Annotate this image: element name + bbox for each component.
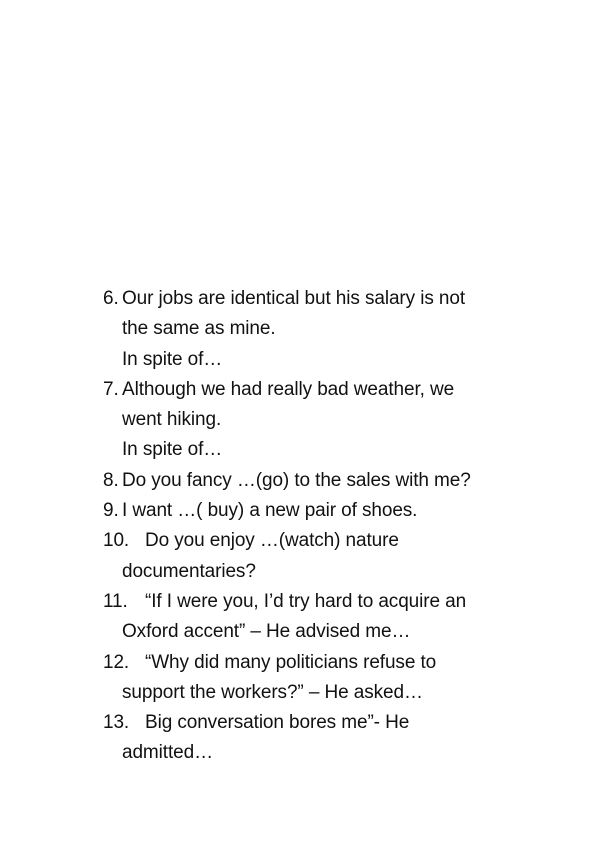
item-text: I want …( buy) a new pair of shoes.: [122, 500, 418, 522]
item-number: 12.: [103, 651, 130, 673]
item-text: Do you fancy …(go) to the sales with me?: [122, 469, 471, 491]
item-number: 8.: [103, 469, 119, 491]
item-text: Although we had really bad weather, we: [122, 378, 455, 400]
item-number: 7.: [103, 378, 119, 400]
item-text: support the workers?” – He asked…: [122, 681, 423, 703]
item-line: [103, 466, 573, 496]
item-number: 9.: [103, 500, 119, 522]
item-number: 10.: [103, 530, 130, 552]
item-text: the same as mine.: [122, 318, 276, 340]
list-item: [103, 648, 573, 709]
item-line: [103, 284, 573, 314]
item-text: Our jobs are identical but his salary is not: [122, 288, 466, 309]
item-text: admitted…: [122, 742, 213, 764]
item-text: “If I were you, I’d try hard to acquire an: [145, 590, 467, 612]
item-line: [103, 526, 573, 556]
item-text: went hiking.: [122, 409, 222, 431]
item-line: [103, 648, 573, 678]
item-text: Big conversation bores me”- He: [145, 712, 410, 734]
item-number: 13.: [103, 712, 130, 734]
item-line: [103, 587, 573, 617]
item-text: Oxford accent” – He advised me…: [122, 621, 411, 643]
item-number: 6.: [103, 288, 119, 309]
list-item: [103, 587, 573, 648]
item-number: 11.: [103, 590, 128, 612]
item-text: documentaries?: [122, 560, 256, 582]
item-line: [103, 708, 573, 738]
item-text: In spite of…: [122, 348, 223, 370]
list-item: [103, 284, 573, 375]
exercise-list: [103, 284, 573, 769]
list-item: [103, 708, 573, 769]
item-text: In spite of…: [122, 439, 223, 461]
item-text: Do you enjoy …(watch) nature: [145, 530, 399, 552]
item-text: “Why did many politicians refuse to: [145, 651, 437, 673]
list-item: [103, 466, 573, 496]
item-line: [103, 375, 573, 405]
list-item: [103, 526, 573, 587]
list-item: [103, 375, 573, 466]
list-item: [103, 496, 573, 526]
item-line: [103, 496, 573, 526]
